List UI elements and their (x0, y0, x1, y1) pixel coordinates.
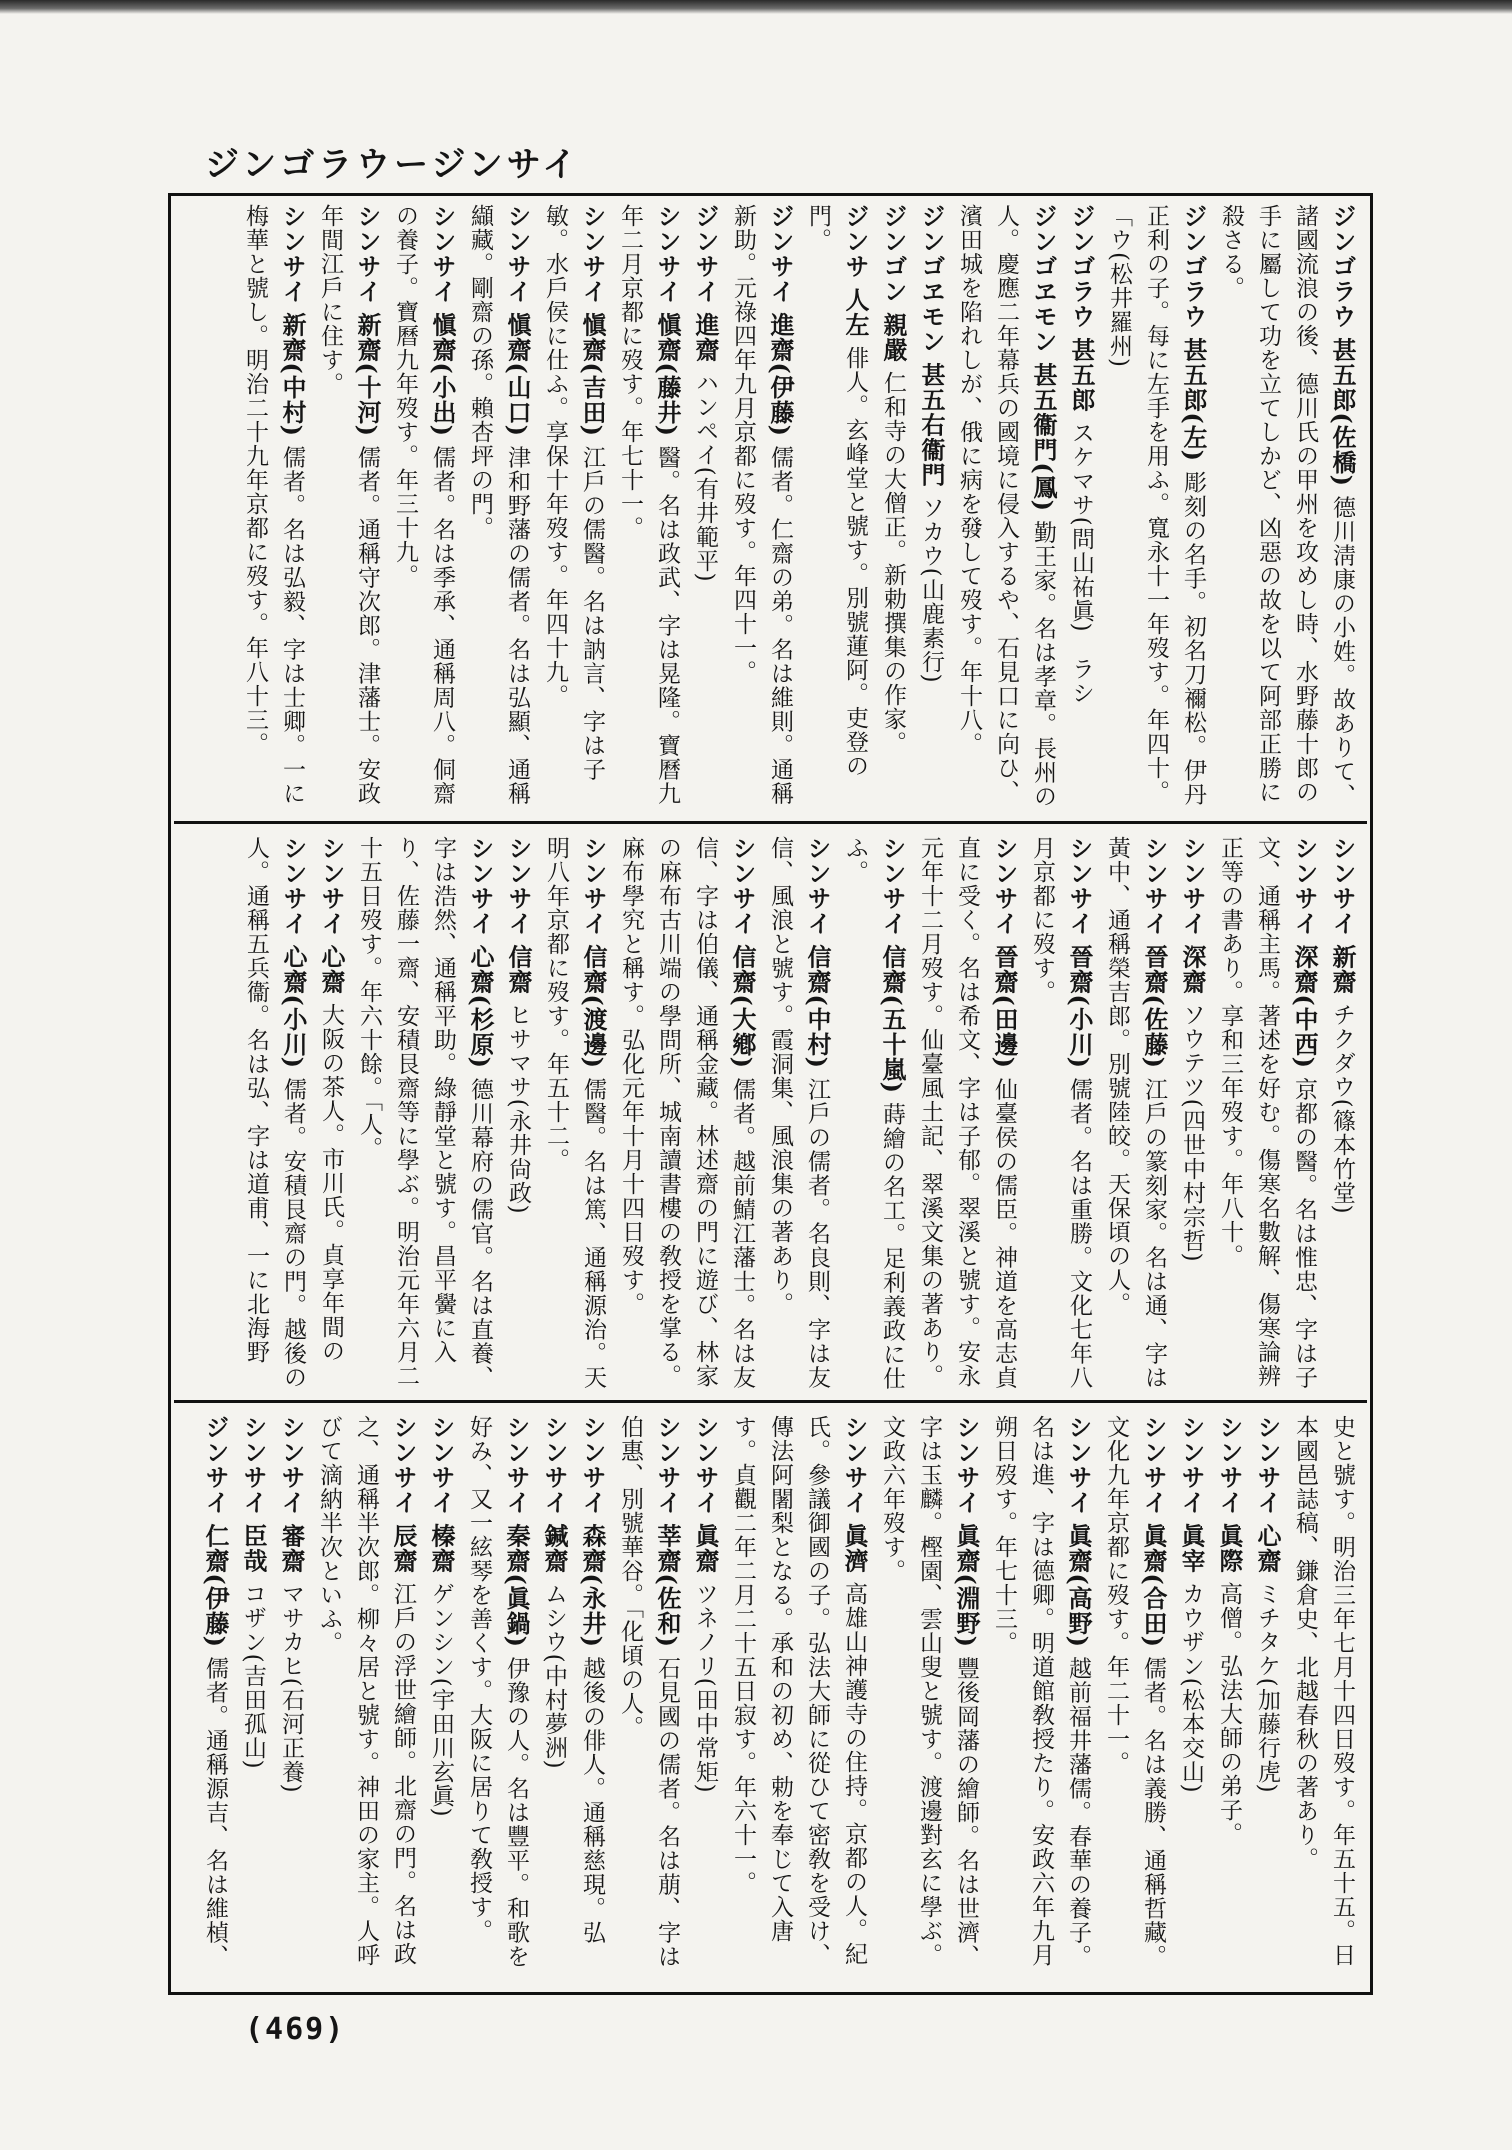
entry-kana: シンサイ (502, 1415, 530, 1515)
entry-name: 信齋(渡邊) (579, 944, 608, 1070)
entry-kana: シンサイ (427, 1415, 455, 1515)
entry-rest: 儒者。安積艮齋の門。越後の人。通稱五兵衞。名は弘、字は道甫、一に北海野 (243, 836, 306, 1390)
entry-name: 榛齋 (427, 1523, 456, 1574)
entry-name: 深齋 (1178, 944, 1207, 995)
entry-kana: シンサイ (578, 204, 606, 304)
entry-kana: ジンゴヱモン (917, 204, 945, 354)
entry-rest: 石見國の儒者。名は萠、字は伯惠、別號華谷。「化頃の人。 (617, 1415, 680, 1969)
entry (911, 836, 1023, 1391)
entry-kana: シンサイ (653, 1415, 681, 1515)
entry-name: 人左 (841, 287, 870, 338)
entry-kana: シンサイ (803, 836, 831, 936)
entry-kana: シンサイ (653, 204, 681, 304)
entry (236, 204, 311, 812)
entry-rest: ツネノリ(田中常矩) (692, 1581, 718, 1794)
entry-rest: 儒者。名は重勝。文化七年八月京都に歿す。 (1029, 836, 1092, 1390)
section-bottom (181, 1415, 1361, 1980)
entry-name: 親嚴 (879, 312, 908, 363)
scan-edge-shadow (0, 0, 1512, 14)
entry-name: 愼齋(藤井) (653, 312, 682, 438)
entry-rest: 高雄山神護寺の住持。京都の人。紀氏。參議御國の子。弘法大師に從ひて密敎を受け、傳法阿闍梨となる。承和の初め、勅を奉じて入唐す。貞觀二年二月二十五日寂す。年六十一。 (730, 1415, 867, 1967)
entry-name: 甚五郎(左) (1179, 337, 1208, 463)
entry-kana: ジンサイ (766, 204, 794, 304)
entry-rest: 儒者。通稱源吉、名は維楨、 (202, 1656, 228, 1969)
entry-name: 心齋 (1253, 1523, 1282, 1574)
entry-kana: シンサイ (990, 836, 1018, 936)
entry (612, 836, 761, 1391)
entry-rest: 蒔繪の名工。足利義政に仕ふ。 (842, 836, 905, 1391)
entry-kana: シンサイ (353, 204, 381, 304)
entry-rest: ゲンシン(宇田川玄眞) (428, 1581, 454, 1818)
entry-name: 進齋(伊藤) (766, 312, 795, 438)
entry (686, 204, 724, 812)
entry-kana: シンサイ (691, 1415, 719, 1515)
entry (1098, 836, 1173, 1391)
entry (1097, 1415, 1172, 1980)
entry-kana: シンサイ (503, 204, 531, 304)
entry-name: 愼齋(吉田) (578, 312, 607, 438)
entry-name: 鍼齋 (540, 1523, 569, 1574)
entry-rest: ソウテツ(四世中村宗哲) (1179, 1002, 1205, 1263)
entry (272, 1415, 310, 1980)
entry-rest: ソカウ(山鹿素行) (918, 495, 944, 684)
entry (573, 1415, 611, 1980)
entry-name: 眞齋 (691, 1523, 720, 1574)
entry-kana: シンサイ (1178, 836, 1206, 936)
entry-kana: シンサイ (1065, 836, 1093, 936)
entry-rest: 俳人。玄峰堂と號す。別號蓮阿。吏登の門。 (805, 204, 868, 778)
entry (386, 204, 461, 812)
entry-rest: カウザン(松本交山) (1178, 1581, 1204, 1794)
entry-kana: シンサイ (1253, 1415, 1281, 1515)
entry-name: 眞齋(高野) (1064, 1523, 1093, 1649)
entry (912, 204, 950, 812)
entry (499, 836, 537, 1391)
entry (1286, 1415, 1361, 1980)
entry (537, 836, 612, 1391)
entry-name: 深齋(中西) (1290, 944, 1319, 1070)
entry-name: 眞際 (1215, 1523, 1244, 1574)
entry-rest: 江戶の篆刻家。名は通、字は黃中、通稱榮吉郎。別號陸皎。天保頃の人。 (1104, 836, 1167, 1390)
entry (836, 836, 911, 1391)
entry-name: 眞齋(淵野) (952, 1523, 981, 1649)
entry-name: 審齋 (277, 1523, 306, 1574)
section-top (181, 204, 1361, 812)
entry-kana: ジンゴラウ (1328, 204, 1356, 329)
entry-name: 眞濟 (840, 1523, 869, 1574)
entry-kana: ジンゴラウ (1179, 204, 1207, 329)
entry-name: 心齋(小川) (279, 944, 308, 1070)
entry-name: 新齋 (1328, 944, 1357, 995)
entry-rest: 勤王家。名は孝章。長州の人。慶應二年幕兵の國境に侵入するや、石見口に向ひ、濱田城を陷れしが、俄に病を發して歿す。年十八。 (956, 204, 1056, 809)
entry-name: 莘齋(佐和) (653, 1523, 682, 1649)
entry-name: 眞齋(合田) (1139, 1523, 1168, 1649)
entry-name: 晉齋(田邊) (990, 944, 1019, 1070)
entry-rest: 高僧。弘法大師の弟子。 (1216, 1581, 1242, 1846)
entry-name: 信齋(中村) (803, 944, 832, 1070)
entry (611, 204, 686, 812)
entry (535, 1415, 573, 1980)
entry-rest: 儒者。仁齋の弟。名は維則。通稱新助。元祿四年九月京都に歿す。年四十一。 (730, 204, 793, 806)
entry-name: 進齋 (691, 312, 720, 363)
entry-kana: シンサイ (1139, 1415, 1167, 1515)
entry-kana: シンサイ (504, 836, 532, 936)
entry-kana: シンサイ (278, 204, 306, 304)
entry (237, 836, 312, 1391)
entry (1023, 836, 1098, 1391)
entry (686, 1415, 724, 1980)
entry (724, 1415, 873, 1980)
entry-kana: シンサイ (1064, 1415, 1092, 1515)
entry-kana: シンサイ (1140, 836, 1168, 936)
entry (611, 1415, 686, 1980)
entry-kana: シンサイ (952, 1415, 980, 1515)
entry-rest: 仙臺侯の儒臣。神道を高志貞直に受く。名は希文、字は子郁。翠溪と號す。安永元年十二月歿す。仙臺風土記、翠溪文集の著あり。 (917, 836, 1017, 1390)
entry-name: 信齋 (504, 944, 533, 995)
entry (1172, 1415, 1210, 1980)
entry-name: 仁齋(伊藤) (201, 1523, 230, 1649)
entry-kana: シンサイ (1328, 836, 1356, 936)
section-divider (174, 821, 1367, 824)
entry (1248, 1415, 1286, 1980)
page-number: (469) (245, 2012, 346, 2047)
entry-name: 新齋(十河) (353, 312, 382, 438)
entry-name: 晉齋(佐藤) (1140, 944, 1169, 1070)
entry-kana: ジンサ (841, 204, 869, 279)
entry-rest: 儒者。越前鯖江藩士。名は友信、字は伯儀、通稱金藏。林述齋の門に遊び、林家の麻布古川端の學問所、城南讀書樓の敎授を掌る。麻布學究と稱す。弘化元年十月十四日歿す。 (618, 836, 755, 1390)
entry-rest: マサカヒ(石河正養) (278, 1581, 304, 1794)
entry-kana: ジンサイ (201, 1415, 229, 1515)
entry (234, 1415, 272, 1980)
section-middle (181, 836, 1361, 1391)
entry (1211, 836, 1323, 1391)
entry (1062, 204, 1100, 812)
entry (311, 204, 386, 812)
entry (460, 1415, 535, 1980)
entry-kana: ジンサイ (691, 204, 719, 304)
entry-kana: シンサイ (1215, 1415, 1243, 1515)
entry-name: 眞宰 (1177, 1523, 1206, 1574)
entry-rest: 彫刻の名手。初名刀禰松。伊丹正利の子。每に左手を用ふ。寬永十一年歿す。年四十。「ウ(松井羅州) (1106, 204, 1206, 807)
entry (761, 836, 836, 1391)
entry-name: 心齋 (317, 944, 346, 995)
entry-kana: シンサイ (1177, 1415, 1205, 1515)
entry (724, 204, 799, 812)
entry-name: 甚五郎(佐橋) (1328, 337, 1357, 488)
entry-kana: シンサイ (540, 1415, 568, 1515)
entry-kana: ジンゴヱモン (1029, 204, 1057, 354)
entry-rest: 德川幕府の儒官。名は直養、字は浩然、通稱平助。綠靜堂と號す。昌平黌に入り、佐藤一齋、安積艮齋等に學ぶ。明治元年六月二十五日歿す。年六十餘。「人。 (356, 836, 493, 1390)
entry-name: 心齋(杉原) (466, 944, 495, 1070)
entry-kana: シンサイ (428, 204, 456, 304)
entry-rest: 儒醫。名は篤、通稱源治。天明八年京都に歿す。年五十二。 (543, 836, 606, 1390)
entry-rest: ハンペイ(有井範平) (692, 370, 718, 583)
entry (873, 1415, 985, 1980)
entry (1210, 1415, 1248, 1980)
entry (312, 836, 350, 1391)
entry-kana: シンサイ (840, 1415, 868, 1515)
entry-rest: 醫。名は政武、字は晃隆。寶曆九年二月京都に歿す。年七十一。 (617, 204, 680, 806)
entry-rest: 越後の俳人。通稱慈現。弘 (579, 1656, 605, 1945)
entry-kana: シンサイ (277, 1415, 305, 1515)
entry-rest: チクダウ(篠本竹堂) (1329, 1002, 1355, 1215)
entry-kana: シンサイ (878, 836, 906, 936)
entry-name: 信齋(五十嵐) (878, 944, 907, 1095)
entry (350, 836, 499, 1391)
entry-rest: 仁和寺の大僧正。新勅撰集の作家。 (880, 370, 906, 755)
entry-name: 甚五郎 (1067, 337, 1096, 413)
entry-name: 新齋(中村) (278, 312, 307, 438)
entry (1100, 204, 1212, 812)
entry (985, 1415, 1097, 1980)
entry-rest: コザン(吉田孤山) (240, 1581, 266, 1770)
entry-rest: 豐後岡藩の繪師。名は世濟、字は玉麟。樫園、雲山叟と號す。渡邊對玄に學ぶ。文政六年歿す。 (879, 1415, 979, 1969)
entry-rest: 江戶の儒者。名良則、字は友信、風浪と號す。霞洞集、風浪集の著あり。 (767, 836, 830, 1390)
entry-rest: 伊豫の人。名は豐平。和歌を好み、又一絃琴を善くす。大阪に居りて敎授す。 (466, 1415, 529, 1969)
entry-name: 甚五衞門(鳳) (1029, 362, 1058, 513)
running-head: ジンゴラウージンサイ (205, 145, 581, 185)
entry-kana: シンサイ (317, 836, 345, 936)
content-frame (168, 193, 1373, 1995)
entry (196, 1415, 234, 1980)
entry-rest: 京都の醫。名は惟忠、字は子文、通稱主馬。著述を好む。傷寒名數解、傷寒論辨正等の書あり。享和三年歿す。年八十。 (1217, 836, 1317, 1390)
entry-rest: 越前福井藩儒。春華の養子。名は進、字は德卿。明道館敎授たり。安政六年九月朔日歿す。年七十三。 (991, 1415, 1091, 1969)
entry-name: 愼齋(山口) (503, 312, 532, 438)
entry (461, 204, 536, 812)
entry-rest: ミチタケ(加藤行虎) (1254, 1581, 1280, 1794)
entry-rest: 江戶の儒醫。名は訥言、字は子敏。水戶侯に仕ふ。享保十年歿す。年四十九。 (542, 204, 605, 782)
entry-rest: 德川淸康の小姓。故ありて、諸國流浪の後、德川氏の甲州を攻めし時、水野藤十郎の手に屬して功を立てしかど、凶惡の故を以て阿部正勝に殺さる。 (1218, 204, 1355, 808)
entry-name: 晉齋(小川) (1065, 944, 1094, 1070)
entry-name: 愼齋(小出) (428, 312, 457, 438)
entry-rest: 儒者。名は義勝、通稱哲藏。文化九年京都に歿す。年二十一。 (1103, 1415, 1166, 1969)
entry-rest: スケマサ(問山祐眞) ラシ (1068, 420, 1094, 705)
entry-name: 辰齋 (389, 1523, 418, 1574)
entry-rest: ヒサマサ(永井尙政) (505, 1002, 531, 1215)
entry-rest: 儒者。名は弘毅、字は士卿。一に梅華と號し。明治二十九年京都に歿す。年八十三。 (242, 204, 305, 806)
entry (1212, 204, 1361, 812)
entry-kana: ジンゴラウ (1067, 204, 1095, 329)
entry-name: 臣哉 (239, 1523, 268, 1574)
entry (536, 204, 611, 812)
entry (310, 1415, 422, 1980)
entry (1173, 836, 1211, 1391)
entry-kana: シンサイ (279, 836, 307, 936)
entry-rest: 史と號す。明治三年七月十四日歿す。年五十五。日本國邑誌稿、鎌倉史、北越春秋の著あり。 (1292, 1415, 1355, 1967)
entry-name: 森齋(永井) (578, 1523, 607, 1649)
entry-name: 甚五右衞門 (917, 362, 946, 488)
entry-kana: シンサイ (578, 1415, 606, 1515)
entry-rest: 儒者。名は季承、通稱周八。侗齋の養子。寶曆九年歿す。年三十九。 (392, 204, 455, 806)
entry-name: 秦齋(眞鍋) (502, 1523, 531, 1649)
entry-kana: シンサイ (389, 1415, 417, 1515)
entry-rest: ムシウ(中村夢洲) (541, 1581, 567, 1770)
entry-kana: シンサイ (579, 836, 607, 936)
entry (950, 204, 1062, 812)
entry-kana: シンサイ (466, 836, 494, 936)
entry (874, 204, 912, 812)
entry-rest: 津和野藩の儒者。名は弘顯、通稱纈藏。剛齋の孫。賴杏坪の門。 (467, 204, 530, 806)
entry-kana: ジンゴン (879, 204, 907, 304)
entry (1323, 836, 1361, 1391)
entry-rest: 大阪の茶人。市川氏。貞享年間の (318, 1002, 344, 1363)
entry-rest: 儒者。通稱守次郎。津藩士。安政年間江戶に住す。 (317, 204, 380, 806)
entry-kana: シンサイ (239, 1415, 267, 1515)
section-divider (174, 1400, 1367, 1403)
entry-kana: シンサイ (1290, 836, 1318, 936)
entry-name: 信齋(大鄕) (728, 944, 757, 1070)
entry (422, 1415, 460, 1980)
entry-kana: シンサイ (728, 836, 756, 936)
entry-rest: 江戶の浮世繪師。北齋の門。名は政之、通稱半次郎。柳々居と號す。神田の家主。人呼びて滴納半次といふ。 (316, 1415, 416, 1967)
entry (799, 204, 874, 812)
